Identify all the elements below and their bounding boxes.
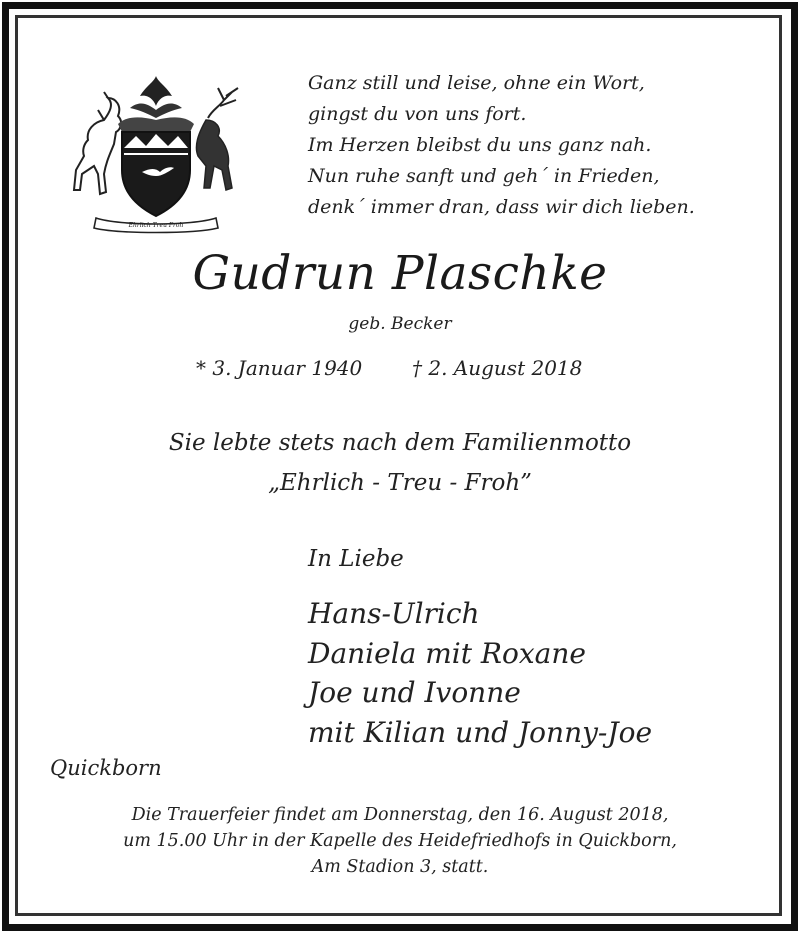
birth-date: * 3. Januar 1940 [196, 356, 363, 380]
maiden-name: geb. Becker [348, 314, 452, 334]
service-line: Am Stadion 3, statt. [311, 857, 489, 877]
service-info [0, 802, 800, 880]
poem-line: gingst du von uns fort. [308, 103, 527, 125]
service-line: Die Trauerfeier findet am Donnerstag, den 16. August 2018, [131, 805, 669, 825]
family-member: mit Kilian und Jonny-Joe [308, 715, 653, 749]
poem-line: Im Herzen bleibst du uns ganz nah. [308, 134, 652, 156]
family-member: Daniela mit Roxane [308, 636, 586, 670]
service-line: um 15.00 Uhr in der Kapelle des Heidefriedhofs in Quickborn, [123, 831, 677, 851]
in-love-label: In Liebe [308, 546, 404, 572]
place: Quickborn [50, 756, 162, 780]
family-motto: „Ehrlich - Treu - Froh” [268, 470, 532, 496]
poem-line: Nun ruhe sanft und geh´ in Frieden, [308, 165, 660, 187]
deceased-name: Gudrun Plaschke [192, 246, 608, 301]
family-crest-icon [60, 70, 250, 240]
poem [308, 68, 695, 223]
family-list [308, 594, 652, 752]
poem-line: denk´ immer dran, dass wir dich lieben. [308, 196, 695, 218]
death-date: † 2. August 2018 [412, 356, 583, 380]
crest-motto: Ehrlich Treu Froh [128, 222, 184, 229]
poem-line: Ganz still und leise, ohne ein Wort, [308, 72, 645, 94]
motto-intro: Sie lebte stets nach dem Familienmotto [168, 430, 632, 456]
family-member: Hans-Ulrich [308, 597, 480, 630]
family-member: Joe und Ivonne [308, 676, 521, 709]
